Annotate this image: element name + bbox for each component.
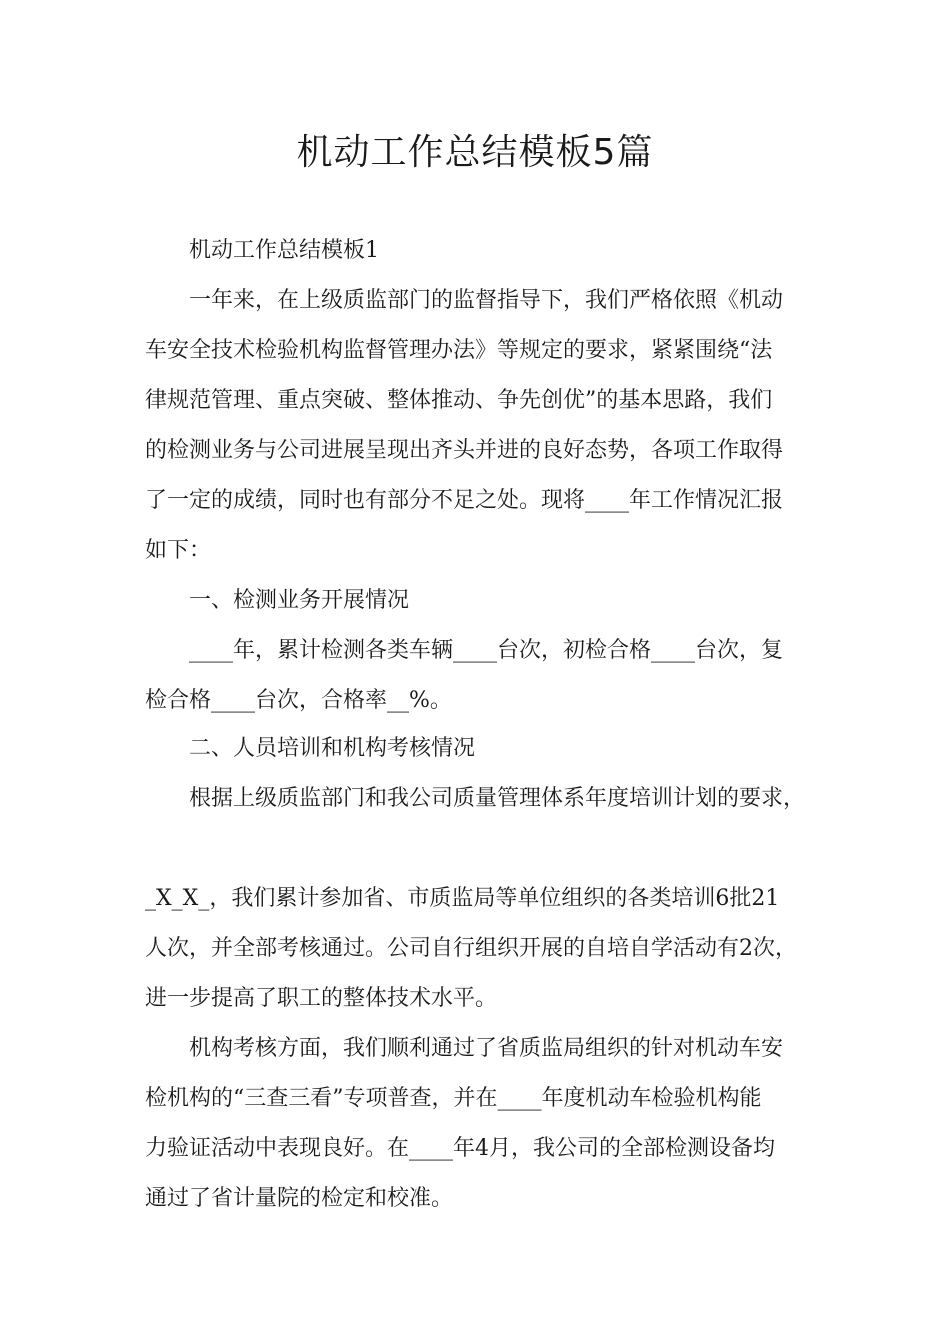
paragraph-assessment [145, 1024, 820, 1224]
paragraph-line: 人次，并全部考核通过。公司自行组织开展的自培自学活动有2次， [145, 936, 797, 961]
paragraph-line: 进一步提高了职工的整体技术水平。 [145, 986, 498, 1011]
paragraph-line: 检机构的“三查三看”专项普查，并在____年度机动车检验机构能 [145, 1086, 762, 1111]
paragraph-line: 机构考核方面，我们顺利通过了省质监局组织的针对机动车安 [189, 1036, 784, 1061]
paragraph-line: 检合格____台次，合格率__%。 [145, 688, 452, 713]
paragraph-line: 力验证活动中表现良好。在____年4月，我公司的全部检测设备均 [145, 1136, 775, 1161]
paragraph-line: 如下： [145, 538, 212, 563]
paragraph-intro [145, 276, 820, 576]
paragraph-line: 的检测业务与公司进展呈现出齐头并进的良好态势，各项工作取得 [145, 438, 784, 463]
paragraph-line: 了一定的成绩，同时也有部分不足之处。现将____年工作情况汇报 [145, 488, 784, 513]
paragraph-line: 一年来，在上级质监部门的监督指导下，我们严格依照《机动 [189, 288, 784, 313]
paragraph-training [145, 874, 820, 1024]
section-heading-1: 一、检测业务开展情况 [189, 588, 410, 613]
paragraph-training-start: 根据上级质监部门和我公司质量管理体系年度培训计划的要求， [189, 786, 806, 811]
section-subtitle: 机动工作总结模板1 [189, 238, 379, 263]
document-title: 机动工作总结模板5篇 [296, 132, 654, 173]
paragraph-line: ____年，累计检测各类车辆____台次，初检合格____台次，复 [189, 638, 784, 663]
paragraph-line: _X_X_，我们累计参加省、市质监局等单位组织的各类培训6批21 [145, 886, 780, 911]
paragraph-line: 律规范管理、重点突破、整体推动、争先创优”的基本思路，我们 [145, 388, 773, 413]
paragraph-line: 车安全技术检验机构监督管理办法》等规定的要求，紧紧围绕“法 [145, 338, 773, 363]
section-heading-2: 二、人员培训和机构考核情况 [189, 736, 476, 761]
paragraph-line: 通过了省计量院的检定和校准。 [145, 1186, 454, 1211]
paragraph-inspection-stats [145, 626, 820, 726]
